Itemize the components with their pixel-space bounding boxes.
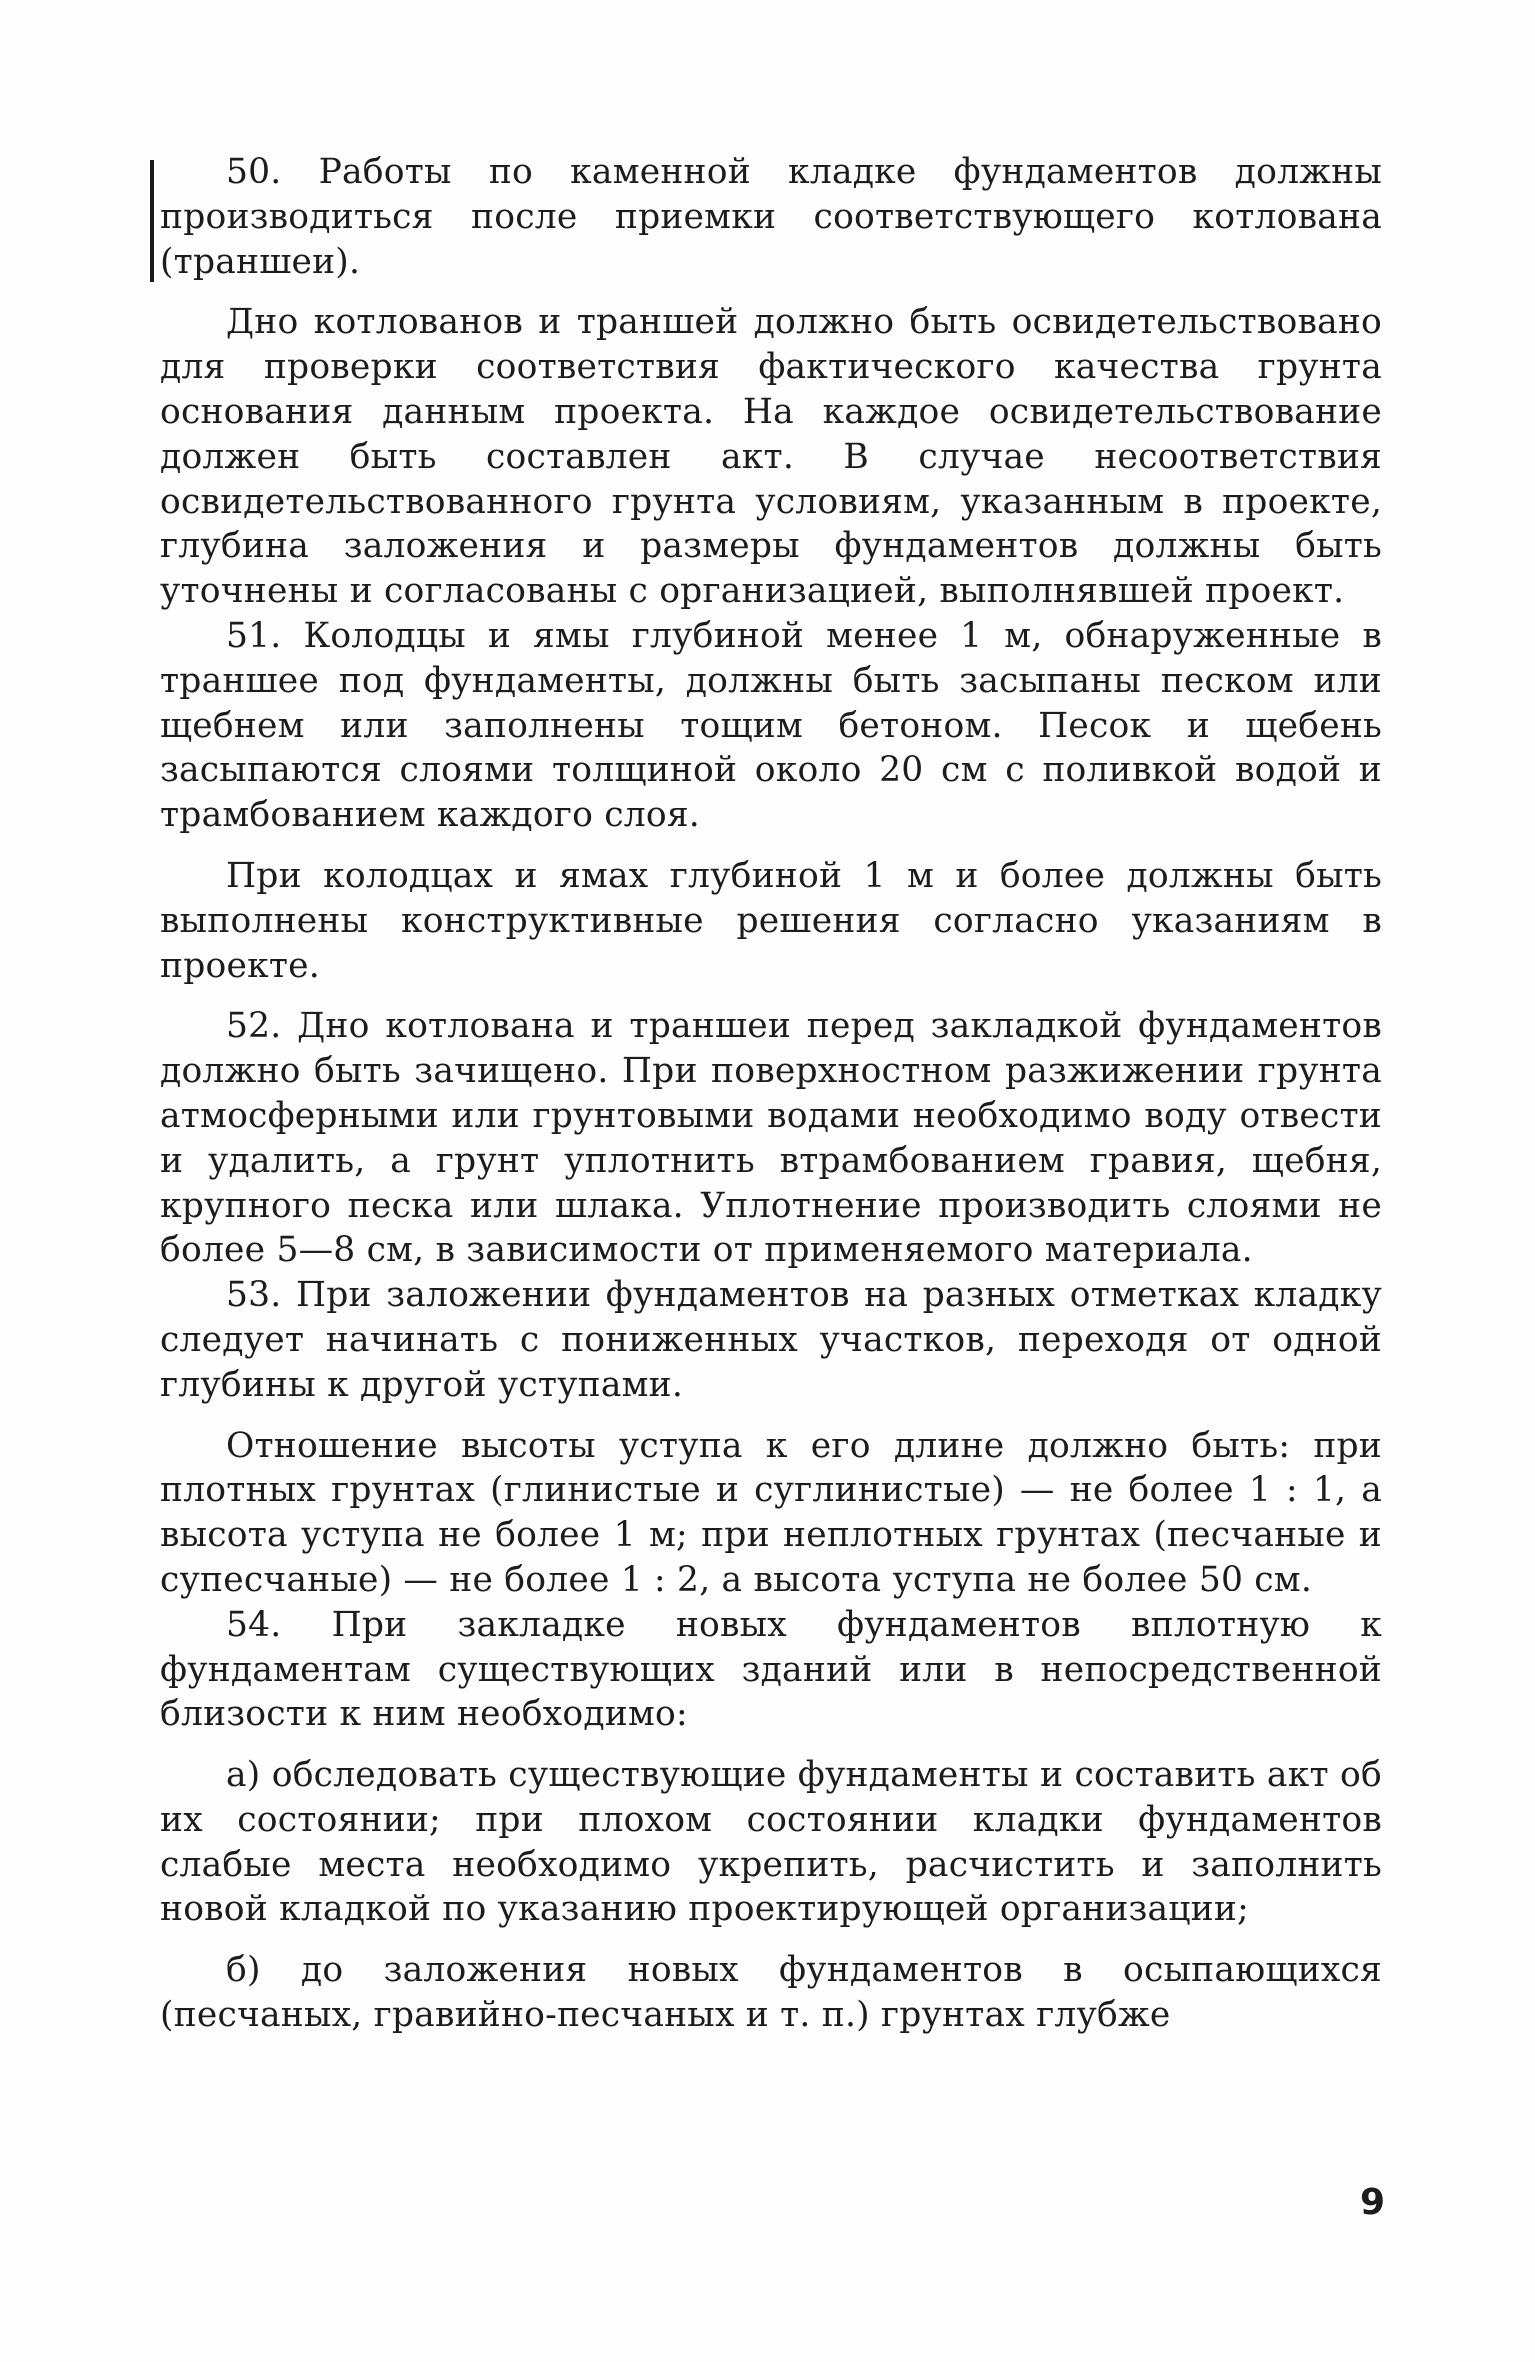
body-text bbox=[160, 150, 1382, 2038]
paragraph-50: 50. Работы по каменной кладке фундаментов должны производиться после приемки соответствующего котлована (траншеи). bbox=[160, 152, 1382, 282]
margin-mark bbox=[150, 160, 154, 282]
paragraph-53-step-ratio: Отношение высоты уступа к его длине должно быть: при плотных грунтах (глинистые и суглинистые) — не более 1 : 1, а высота уступа не более 1 м; при неплотных грунтах (песчаные и супесчаные) — не более 1 : 2, а высота уступа не более 50 см. bbox=[160, 1425, 1382, 1600]
paragraph-54-item-a: а) обследовать существующие фундаменты и составить акт об их состоянии; при плохом состоянии кладки фундаментов слабые места необходимо укрепить, расчистить и заполнить новой кладкой по указанию проектирующей организации; bbox=[160, 1755, 1382, 1930]
paragraph-54-item-b: б) до заложения новых фундаментов в осыпающихся (песчаных, гравийно-песчаных и т. п.) грунтах глубже bbox=[160, 1950, 1382, 2036]
paragraph-53: 53. При заложении фундаментов на разных отметках кладку следует начинать с пониженных участков, переходя от одной глубины к другой уступами. bbox=[160, 1275, 1382, 1405]
paragraph-51: 51. Колодцы и ямы глубиной менее 1 м, обнаруженные в траншее под фундаменты, должны быть засыпаны песком или щебнем или заполнены тощим бетоном. Песок и щебень засыпаются слоями толщиной около 20 см с поливкой водой и трамбованием каждого слоя. bbox=[160, 615, 1382, 836]
paragraph-52: 52. Дно котлована и траншеи перед закладкой фундаментов должно быть зачищено. При поверхностном разжижении грунта атмосферными или грунтовыми водами необходимо воду отвести и удалить, а грунт уплотнить втрамбованием гравия, щебня, крупного песка или шлака. Уплотнение производить слоями не более 5—8 см, в зависимости от применяемого материала. bbox=[160, 1006, 1382, 1271]
paragraph-50-inspection: Дно котлованов и траншей должно быть освидетельствовано для проверки соответствия фактического качества грунта основания данным проекта. На каждое освидетельствование должен быть составлен акт. В случае несоответствия освидетельствованного грунта условиям, указанным в проекте, глубина заложения и размеры фундаментов должны быть уточнены и согласованы с организацией, выполнявшей проект. bbox=[160, 302, 1382, 612]
paragraph-51-deep-pits: При колодцах и ямах глубиной 1 м и более должны быть выполнены конструктивные решения согласно указаниям в проекте. bbox=[160, 855, 1382, 986]
paragraph-54: 54. При закладке новых фундаментов вплотную к фундаментам существующих зданий или в непосредственной близости к ним необходимо: bbox=[160, 1604, 1382, 1735]
page-number: 9 bbox=[1359, 2182, 1385, 2223]
